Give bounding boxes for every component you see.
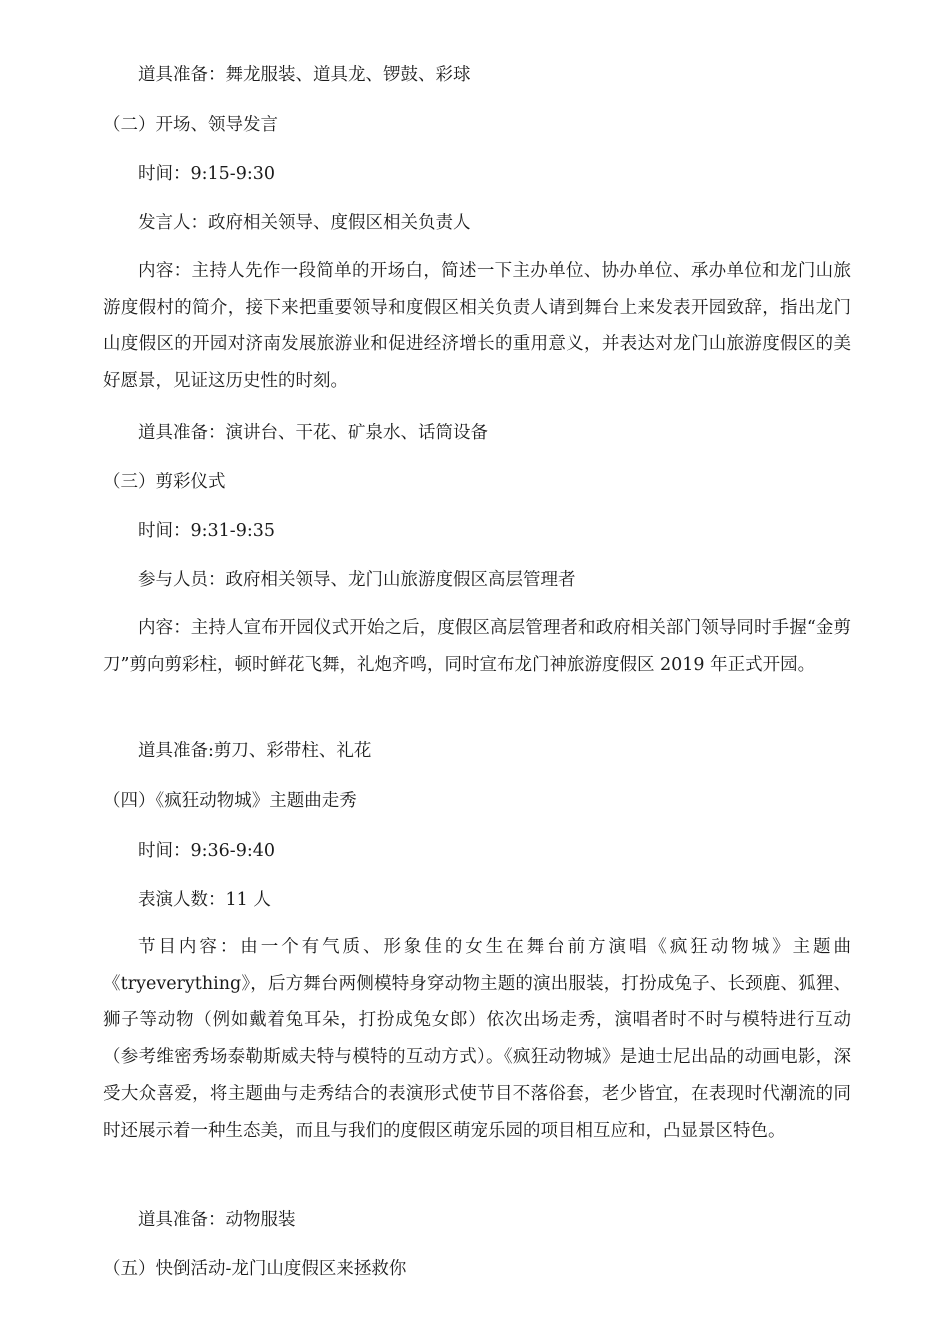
section-3-content: 内容：主持人宣布开园仪式开始之后，度假区高层管理者和政府相关部门领导同时手握“金剪刀”剪向剪彩柱，顿时鲜花飞舞，礼炮齐鸣，同时宣布龙门神旅游度假区 2019 年正式开园。 xyxy=(103,618,851,675)
section-4-content: 节目内容：由一个有气质、形象佳的女生在舞台前方演唱《疯狂动物城》主题曲《tryeverything》，后方舞台两侧模特身穿动物主题的演出服装，打扮成兔子、长颈鹿、狐狸、狮子等动物（例如戴着兔耳朵，打扮成兔女郎）依次出场走秀，演唱者时不时与模特进行互动（参考维密秀场泰勒斯威夫特与模特的互动方式）。《疯狂动物城》是迪士尼出品的动画电影，深受大众喜爱，将主题曲与走秀结合的表演形式使节目不落俗套，老少皆宜，在表现时代潮流的同时还展示着一种生态美，而且与我们的度假区萌宠乐园的项目相互应和，凸显景区特色。 xyxy=(103,937,851,1141)
section-5-heading: （五）快倒活动-龙门山度假区来拯救你 xyxy=(103,1259,407,1279)
section-3-props: 道具准备:剪刀、彩带柱、礼花 xyxy=(138,741,372,761)
section-2-time: 时间：9:15-9:30 xyxy=(138,164,276,184)
section-3-heading: （三）剪彩仪式 xyxy=(103,472,226,492)
section-4-heading: （四）《疯狂动物城》主题曲走秀 xyxy=(103,791,357,811)
section-2-speakers: 发言人：政府相关领导、度假区相关负责人 xyxy=(138,213,471,233)
section-2-heading: （二）开场、领导发言 xyxy=(103,115,278,135)
section-2-content: 内容：主持人先作一段简单的开场白，简述一下主办单位、协办单位、承办单位和龙门山旅游度假村的简介，接下来把重要领导和度假区相关负责人请到舞台上来发表开园致辞，指出龙门山度假区的开园对济南发展旅游业和促进经济增长的重用意义，并表达对龙门山旅游度假区的美好愿景，见证这历史性的时刻。 xyxy=(103,261,851,392)
section-4-time: 时间：9:36-9:40 xyxy=(138,841,276,861)
section-4-props: 道具准备：动物服装 xyxy=(138,1210,296,1230)
section-4-performers: 表演人数：11 人 xyxy=(138,890,271,910)
section-3-time: 时间：9:31-9:35 xyxy=(138,521,276,541)
section-2-props: 道具准备：演讲台、干花、矿泉水、话筒设备 xyxy=(138,423,488,443)
props-dragon-line: 道具准备：舞龙服装、道具龙、锣鼓、彩球 xyxy=(138,65,471,85)
section-3-participants: 参与人员：政府相关领导、龙门山旅游度假区高层管理者 xyxy=(138,570,576,590)
